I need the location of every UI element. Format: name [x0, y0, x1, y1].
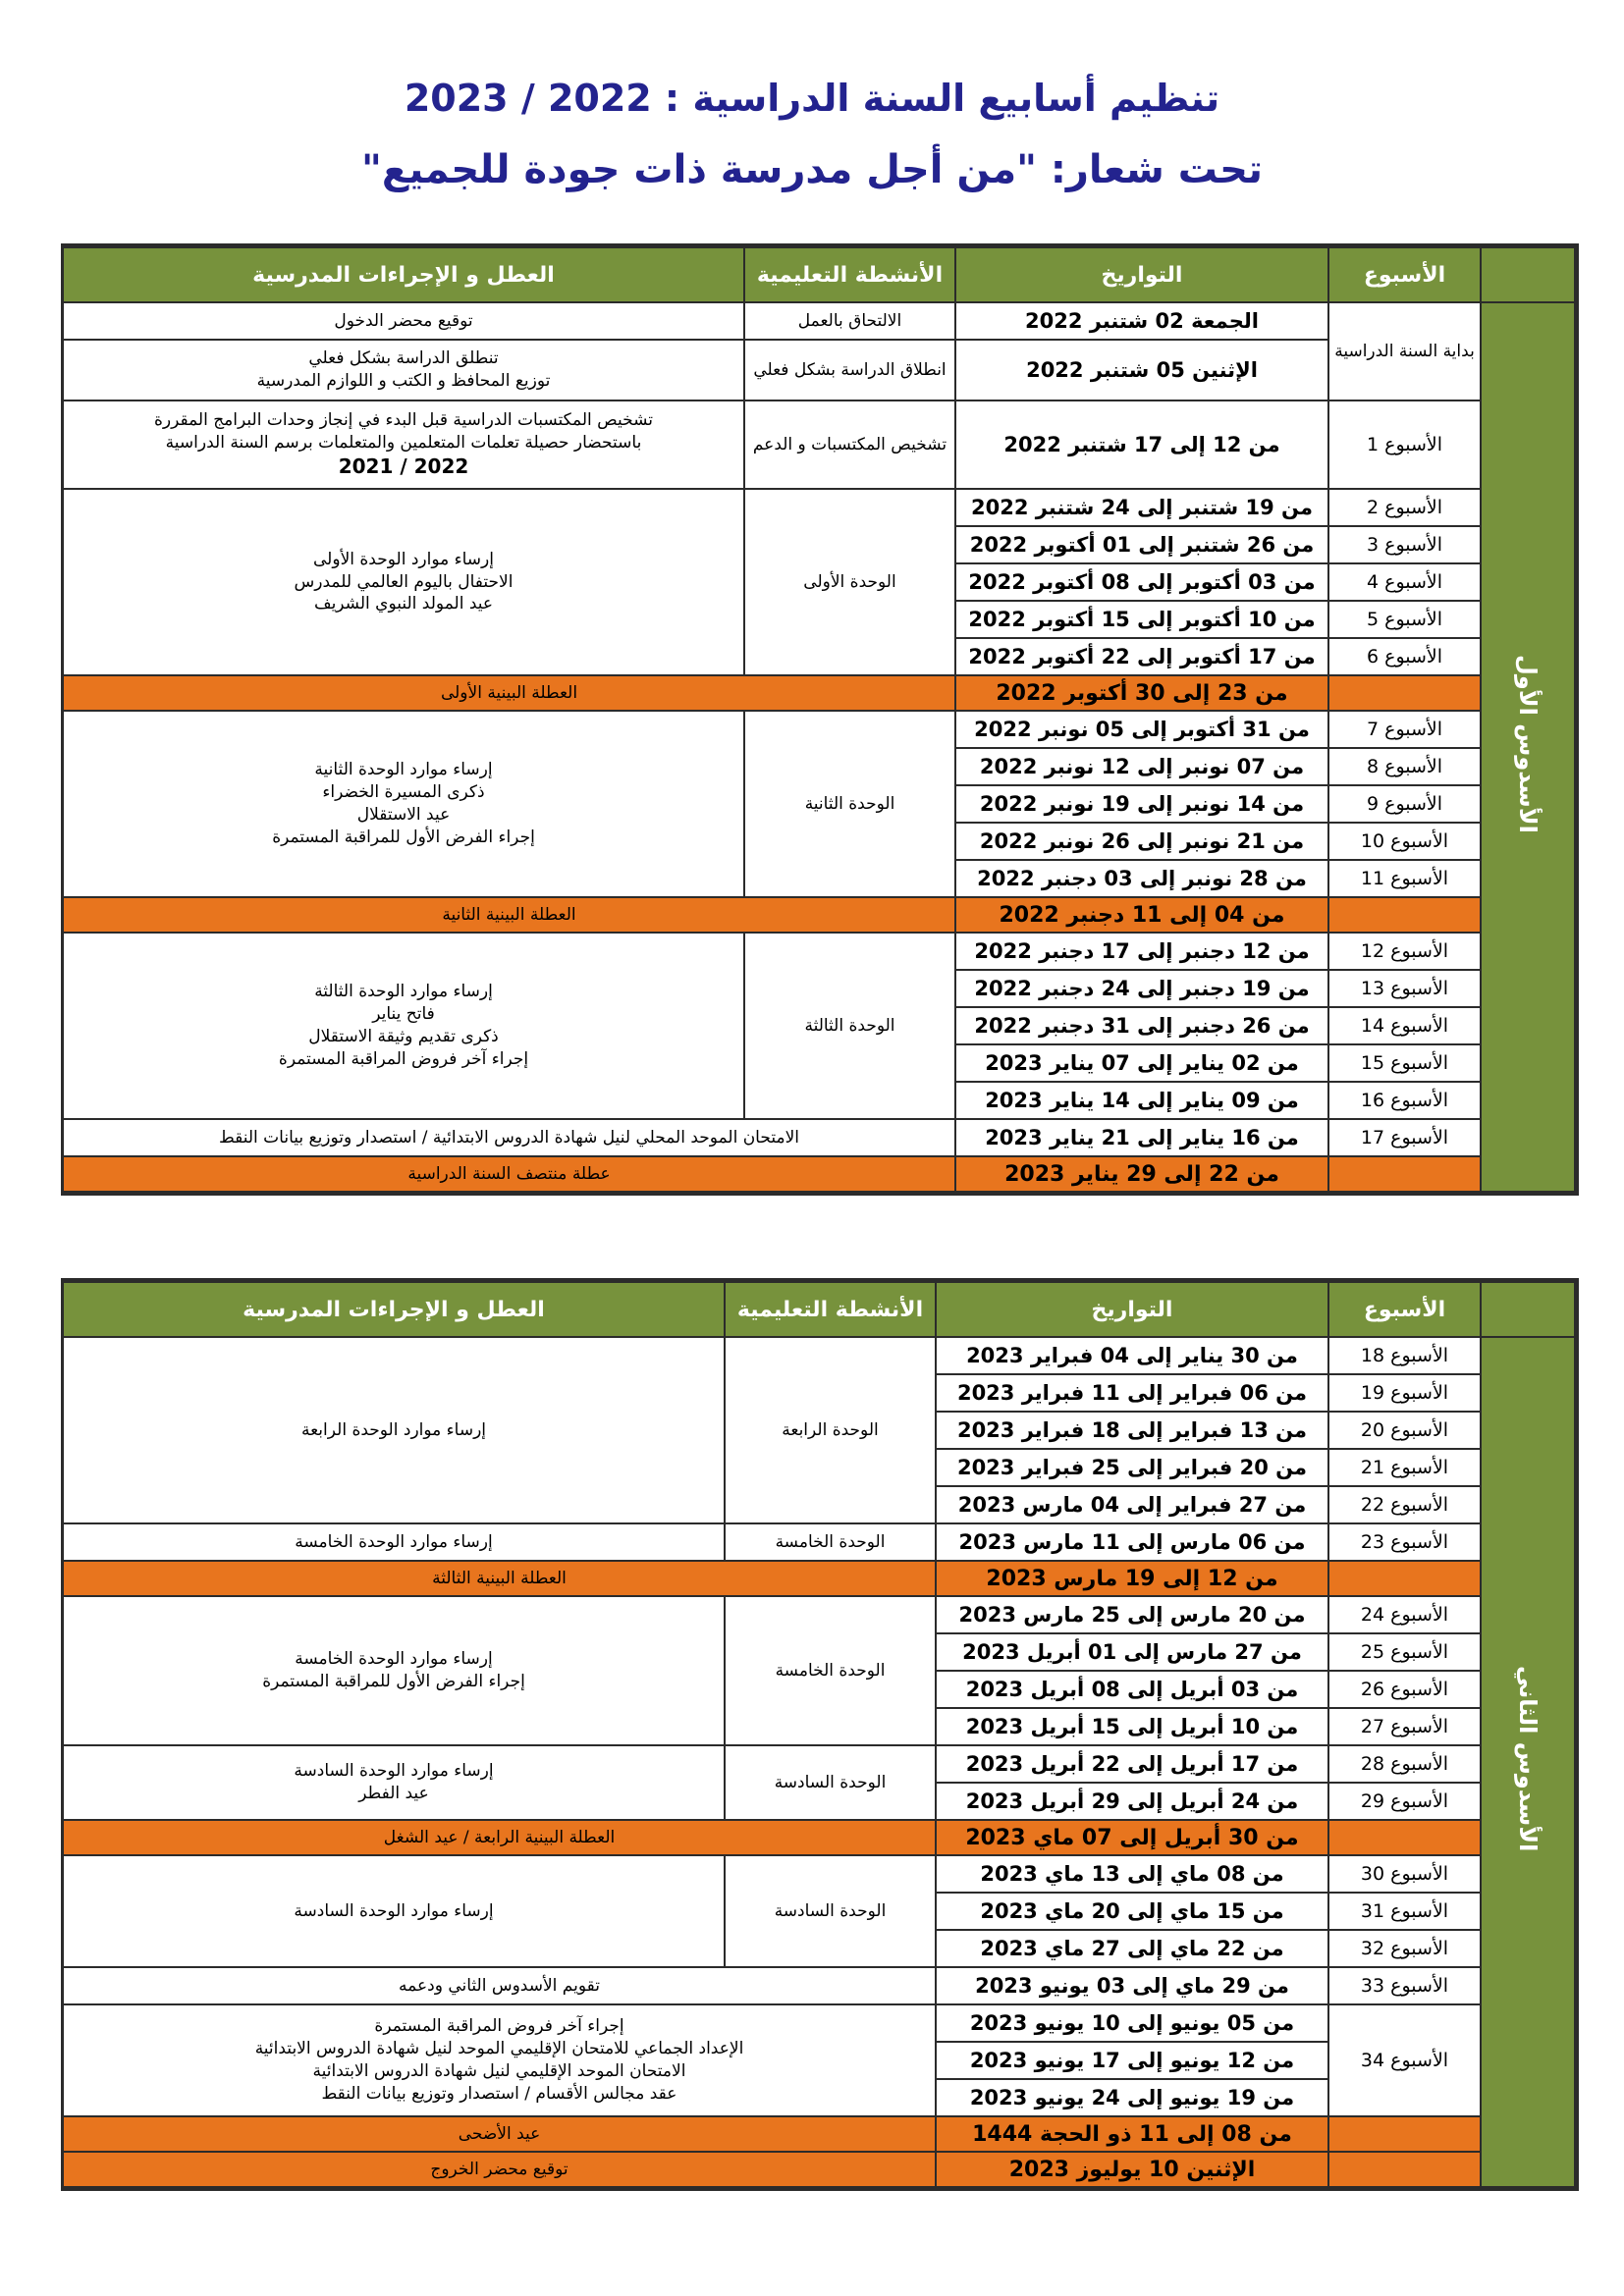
- table-row: [63, 711, 1575, 748]
- holiday-label: العطلة البينية الثالثة: [63, 1561, 936, 1596]
- activity-cell: انطلاق الدراسة بشكل فعلي: [744, 340, 955, 400]
- semester1-table: [61, 243, 1579, 1196]
- week-cell: الأسبوع 12: [1328, 933, 1481, 970]
- holiday-label: عيد الأضحى: [63, 2116, 936, 2152]
- week-cell: الأسبوع 8: [1328, 748, 1481, 785]
- week-cell: الأسبوع 27: [1328, 1708, 1481, 1745]
- week-cell: الأسبوع 13: [1328, 970, 1481, 1007]
- date-cell: من 10 أبريل إلى 15 أبريل 2023: [936, 1708, 1328, 1745]
- date-cell: من 06 مارس إلى 11 مارس 2023: [936, 1523, 1328, 1561]
- date-cell: من 26 دجنبر إلى 31 دجنبر 2022: [955, 1007, 1328, 1044]
- header-activities: الأنشطة التعليمية: [725, 1282, 936, 1337]
- header-row: [63, 247, 1575, 302]
- activity-cell: الوحدة الخامسة: [725, 1523, 936, 1561]
- header-holidays: العطل و الإجراءات المدرسية: [63, 247, 744, 302]
- holiday-date: من 08 إلى 11 ذو الحجة 1444: [936, 2116, 1328, 2152]
- date-cell: من 10 أكتوبر إلى 15 أكتوبر 2022: [955, 601, 1328, 638]
- table-row: [63, 1745, 1575, 1783]
- procedure-cell: إجراء آخر فروض المراقبة المستمرة الإعداد الجماعي للامتحان الإقليمي الموحد لنيل شهادة الدروس الابتدائية الامتحان الموحد الإقليمي لنيل شهادة الدروس الابتدائية عقد مجالس الأقسام / استصدار وتوزيع بيانات النقط: [63, 2004, 936, 2116]
- week-cell: الأسبوع 17: [1328, 1119, 1481, 1156]
- holiday-row: [63, 1156, 1575, 1192]
- holiday-row: [63, 2152, 1575, 2187]
- date-cell: من 21 نونبر إلى 26 نونبر 2022: [955, 823, 1328, 860]
- holiday-label: عطلة منتصف السنة الدراسية: [63, 1156, 955, 1192]
- week-cell: الأسبوع 28: [1328, 1745, 1481, 1783]
- procedure-cell: توقيع محضر الدخول: [63, 302, 744, 340]
- holiday-date: من 22 إلى 29 يناير 2023: [955, 1156, 1328, 1192]
- holiday-label: توقيع محضر الخروج: [63, 2152, 936, 2187]
- holiday-row: [63, 1820, 1575, 1855]
- date-cell: من 09 يناير إلى 14 يناير 2023: [955, 1082, 1328, 1119]
- date-cell: من 02 يناير إلى 07 يناير 2023: [955, 1044, 1328, 1082]
- header-semester: [1481, 247, 1575, 302]
- date-cell: الإثنين 05 شتنبر 2022: [955, 340, 1328, 400]
- header-activities: الأنشطة التعليمية: [744, 247, 955, 302]
- holiday-label: العطلة البينية الرابعة / عيد الشغل: [63, 1820, 936, 1855]
- procedure-cell: الامتحان الموحد المحلي لنيل شهادة الدروس الابتدائية / استصدار وتوزيع بيانات النقط: [63, 1119, 955, 1156]
- week-cell: الأسبوع 9: [1328, 785, 1481, 823]
- activity-cell: الوحدة السادسة: [725, 1745, 936, 1820]
- date-cell: من 05 يونيو إلى 10 يونيو 2023: [936, 2004, 1328, 2042]
- table-row: [63, 489, 1575, 526]
- week-cell: الأسبوع 21: [1328, 1449, 1481, 1486]
- date-cell: من 12 إلى 17 شتنبر 2022: [955, 400, 1328, 489]
- date-cell: من 08 ماي إلى 13 ماي 2023: [936, 1855, 1328, 1893]
- week-cell: الأسبوع 16: [1328, 1082, 1481, 1119]
- date-cell: من 26 شتنبر إلى 01 أكتوبر 2022: [955, 526, 1328, 563]
- week-cell: الأسبوع 3: [1328, 526, 1481, 563]
- date-cell: من 07 نونبر إلى 12 نونبر 2022: [955, 748, 1328, 785]
- date-cell: من 29 ماي إلى 03 يونيو 2023: [936, 1967, 1328, 2004]
- date-cell: من 12 دجنبر إلى 17 دجنبر 2022: [955, 933, 1328, 970]
- week-cell: الأسبوع 33: [1328, 1967, 1481, 2004]
- header-dates: التواريخ: [955, 247, 1328, 302]
- week-cell: الأسبوع 29: [1328, 1783, 1481, 1820]
- activity-cell: الوحدة الأولى: [744, 489, 955, 675]
- date-cell: من 20 مارس إلى 25 مارس 2023: [936, 1596, 1328, 1633]
- week-cell: الأسبوع 25: [1328, 1633, 1481, 1671]
- week-cell: الأسبوع 2: [1328, 489, 1481, 526]
- week-cell: الأسبوع 14: [1328, 1007, 1481, 1044]
- week-cell: الأسبوع 7: [1328, 711, 1481, 748]
- date-cell: من 31 أكتوبر إلى 05 نونبر 2022: [955, 711, 1328, 748]
- holiday-row: [63, 897, 1575, 933]
- date-cell: من 03 أبريل إلى 08 أبريل 2023: [936, 1671, 1328, 1708]
- procedure-cell: إرساء موارد الوحدة الخامسة: [63, 1523, 725, 1561]
- activity-cell: الوحدة الرابعة: [725, 1337, 936, 1523]
- activity-cell: الوحدة الخامسة: [725, 1596, 936, 1745]
- activity-cell: الالتحاق بالعمل: [744, 302, 955, 340]
- holiday-label: العطلة البينية الثانية: [63, 897, 955, 933]
- holiday-date: الإثنين 10 يوليوز 2023: [936, 2152, 1328, 2187]
- date-cell: من 19 شتنبر إلى 24 شتنبر 2022: [955, 489, 1328, 526]
- header-holidays: العطل و الإجراءات المدرسية: [63, 1282, 725, 1337]
- date-cell: من 24 أبريل إلى 29 أبريل 2023: [936, 1783, 1328, 1820]
- week-cell: بداية السنة الدراسية: [1328, 302, 1481, 400]
- header-week: الأسبوع: [1328, 247, 1481, 302]
- date-cell: من 14 نونبر إلى 19 نونبر 2022: [955, 785, 1328, 823]
- activity-cell: تشخيص المكتسبات و الدعم: [744, 400, 955, 489]
- date-cell: من 27 مارس إلى 01 أبريل 2023: [936, 1633, 1328, 1671]
- page-title: تنظيم أسابيع السنة الدراسية : 2022 / 2023: [404, 77, 1220, 120]
- date-cell: من 03 أكتوبر إلى 08 أكتوبر 2022: [955, 563, 1328, 601]
- date-cell: الجمعة 02 شتنبر 2022: [955, 302, 1328, 340]
- week-cell: الأسبوع 20: [1328, 1412, 1481, 1449]
- header-row: [63, 1282, 1575, 1337]
- table-row: [63, 933, 1575, 970]
- activity-cell: الوحدة الثالثة: [744, 933, 955, 1119]
- procedure-cell: إرساء موارد الوحدة الثالثة فاتح يناير ذكرى تقديم وثيقة الاستقلال إجراء آخر فروض المراقبة المستمرة: [63, 933, 744, 1119]
- header-semester: [1481, 1282, 1575, 1337]
- week-cell: الأسبوع 30: [1328, 1855, 1481, 1893]
- procedure-cell: إرساء موارد الوحدة الخامسة إجراء الفرض الأول للمراقبة المستمرة: [63, 1596, 725, 1745]
- activity-cell: الوحدة السادسة: [725, 1855, 936, 1967]
- holiday-date: من 12 إلى 19 مارس 2023: [936, 1561, 1328, 1596]
- date-cell: من 17 أبريل إلى 22 أبريل 2023: [936, 1745, 1328, 1783]
- date-cell: من 19 دجنبر إلى 24 دجنبر 2022: [955, 970, 1328, 1007]
- procedure-cell: إرساء موارد الوحدة الأولى الاحتفال باليوم العالمي للمدرس عيد المولد النبوي الشريف: [63, 489, 744, 675]
- week-cell: الأسبوع 23: [1328, 1523, 1481, 1561]
- holiday-label: العطلة البينية الأولى: [63, 675, 955, 711]
- week-cell: الأسبوع 6: [1328, 638, 1481, 675]
- week-cell: الأسبوع 11: [1328, 860, 1481, 897]
- date-cell: من 12 يونيو إلى 17 يونيو 2023: [936, 2042, 1328, 2079]
- week-cell: الأسبوع 19: [1328, 1374, 1481, 1412]
- week-cell: الأسبوع 32: [1328, 1930, 1481, 1967]
- page-subtitle: تحت شعار: "من أجل مدرسة ذات جودة للجميع": [361, 147, 1263, 192]
- week-cell: الأسبوع 4: [1328, 563, 1481, 601]
- table-row: [63, 1596, 1575, 1633]
- week-cell: الأسبوع 1: [1328, 400, 1481, 489]
- table-row: [63, 1855, 1575, 1893]
- holiday-date: من 23 إلى 30 أكتوبر 2022: [955, 675, 1328, 711]
- activity-cell: الوحدة الثانية: [744, 711, 955, 897]
- week-cell: الأسبوع 24: [1328, 1596, 1481, 1633]
- holiday-date: من 30 أبريل إلى 07 ماي 2023: [936, 1820, 1328, 1855]
- date-cell: من 20 فبراير إلى 25 فبراير 2023: [936, 1449, 1328, 1486]
- week-cell: الأسبوع 34: [1328, 2004, 1481, 2116]
- date-cell: من 17 أكتوبر إلى 22 أكتوبر 2022: [955, 638, 1328, 675]
- date-cell: من 16 يناير إلى 21 يناير 2023: [955, 1119, 1328, 1156]
- week-cell: الأسبوع 18: [1328, 1337, 1481, 1374]
- week-cell: الأسبوع 31: [1328, 1893, 1481, 1930]
- procedure-cell: إرساء موارد الوحدة الرابعة: [63, 1337, 725, 1523]
- procedure-cell: إرساء موارد الوحدة الثانية ذكرى المسيرة الخضراء عيد الاستقلال إجراء الفرض الأول للمراقبة المستمرة: [63, 711, 744, 897]
- week-cell: الأسبوع 22: [1328, 1486, 1481, 1523]
- semester1-label: الأسدوس الأول: [1481, 302, 1575, 1192]
- procedure-cell: تنطلق الدراسة بشكل فعلي توزيع المحافظ و الكتب و اللوازم المدرسية: [63, 340, 744, 400]
- date-cell: من 30 يناير إلى 04 فبراير 2023: [936, 1337, 1328, 1374]
- table-row: [63, 1119, 1575, 1156]
- procedure-cell: إرساء موارد الوحدة السادسة عيد الفطر: [63, 1745, 725, 1820]
- table-row: [63, 1337, 1575, 1374]
- holiday-row: [63, 1561, 1575, 1596]
- semester2-table: [61, 1278, 1579, 2191]
- week-cell: الأسبوع 26: [1328, 1671, 1481, 1708]
- semester2-label: الأسدوس الثاني: [1481, 1337, 1575, 2187]
- table-row: [63, 2004, 1575, 2042]
- date-cell: من 27 فبراير إلى 04 مارس 2023: [936, 1486, 1328, 1523]
- date-cell: من 28 نونبر إلى 03 دجنبر 2022: [955, 860, 1328, 897]
- week-cell: الأسبوع 10: [1328, 823, 1481, 860]
- table-row: [63, 302, 1575, 340]
- date-cell: من 06 فبراير إلى 11 فبراير 2023: [936, 1374, 1328, 1412]
- header-dates: التواريخ: [936, 1282, 1328, 1337]
- table-row: [63, 1523, 1575, 1561]
- week-cell: الأسبوع 5: [1328, 601, 1481, 638]
- procedure-cell: تشخيص المكتسبات الدراسية قبل البدء في إنجاز وحدات البرامج المقررة باستحضار حصيلة تعلمات المتعلمين والمتعلمات برسم السنة الدراسية 2022 / 2021: [63, 400, 744, 489]
- date-cell: من 19 يونيو إلى 24 يونيو 2023: [936, 2079, 1328, 2116]
- holiday-row: [63, 2116, 1575, 2152]
- holiday-date: من 04 إلى 11 دجنبر 2022: [955, 897, 1328, 933]
- table-row: [63, 400, 1575, 489]
- table-row: [63, 1967, 1575, 2004]
- header-week: الأسبوع: [1328, 1282, 1481, 1337]
- date-cell: من 15 ماي إلى 20 ماي 2023: [936, 1893, 1328, 1930]
- week-cell: الأسبوع 15: [1328, 1044, 1481, 1082]
- holiday-row: [63, 675, 1575, 711]
- date-cell: من 22 ماي إلى 27 ماي 2023: [936, 1930, 1328, 1967]
- date-cell: من 13 فبراير إلى 18 فبراير 2023: [936, 1412, 1328, 1449]
- procedure-cell: تقويم الأسدوس الثاني ودعمه: [63, 1967, 936, 2004]
- procedure-cell: إرساء موارد الوحدة السادسة: [63, 1855, 725, 1967]
